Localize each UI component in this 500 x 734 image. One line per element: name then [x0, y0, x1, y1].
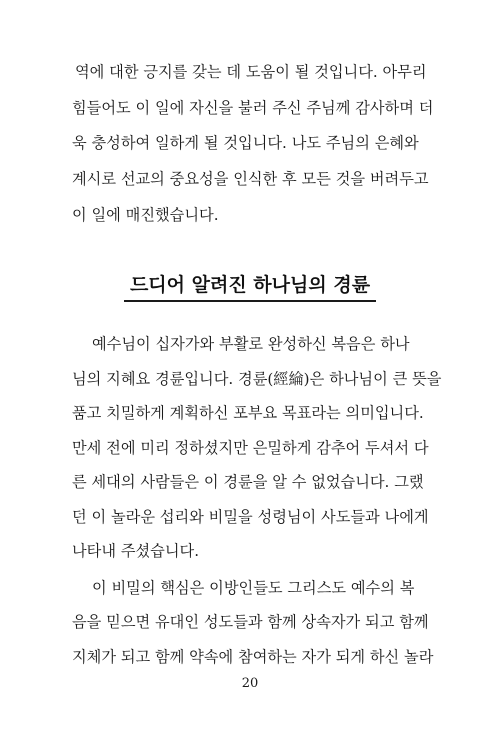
- paragraph-line: 만세 전에 미리 정하셨지만 은밀하게 감추어 두셔서 다: [72, 438, 429, 457]
- paragraph-line: 지체가 되고 함께 약속에 참여하는 자가 되게 하신 놀라: [72, 647, 434, 666]
- section-heading-wrapper: [0, 272, 500, 302]
- paragraph-line: 던 이 놀라운 섭리와 비밀을 성령님이 사도들과 나에게: [72, 507, 429, 526]
- paragraph-line: 른 세대의 사람들은 이 경륜을 알 수 없었습니다. 그랬: [72, 473, 424, 491]
- paragraph-line: 이 비밀의 핵심은 이방인들도 그리스도 예수의 복: [92, 578, 415, 597]
- paragraph-line: 나타내 주셨습니다.: [72, 542, 200, 560]
- paragraph-line: 예수님이 십자가와 부활로 완성하신 복음은 하나: [92, 335, 410, 353]
- paragraph-line: 역에 대한 긍지를 갖는 데 도움이 될 것입니다. 아무리: [75, 63, 427, 81]
- paragraph-line: 님의 지혜요 경륜입니다. 경륜(經綸)은 하나님이 큰 뜻을: [72, 369, 442, 388]
- page-number: 20: [241, 676, 259, 691]
- paragraph-line: 힘들어도 이 일에 자신을 불러 주신 주님께 감사하며 더: [72, 99, 434, 117]
- paragraph-line: 계시로 선교의 중요성을 인식한 후 모든 것을 버려두고: [72, 170, 429, 188]
- paragraph-line: 욱 충성하여 일하게 될 것입니다. 나도 주님의 은혜와: [72, 134, 419, 152]
- paragraph-line: 음을 믿으면 유대인 성도들과 함께 상속자가 되고 함께: [72, 613, 429, 631]
- section-heading: 드디어 알려진 하나님의 경륜: [124, 272, 376, 302]
- paragraph-line: 품고 치밀하게 계획하신 포부요 목표라는 의미입니다.: [72, 404, 424, 422]
- paragraph-line: 이 일에 매진했습니다.: [72, 206, 219, 224]
